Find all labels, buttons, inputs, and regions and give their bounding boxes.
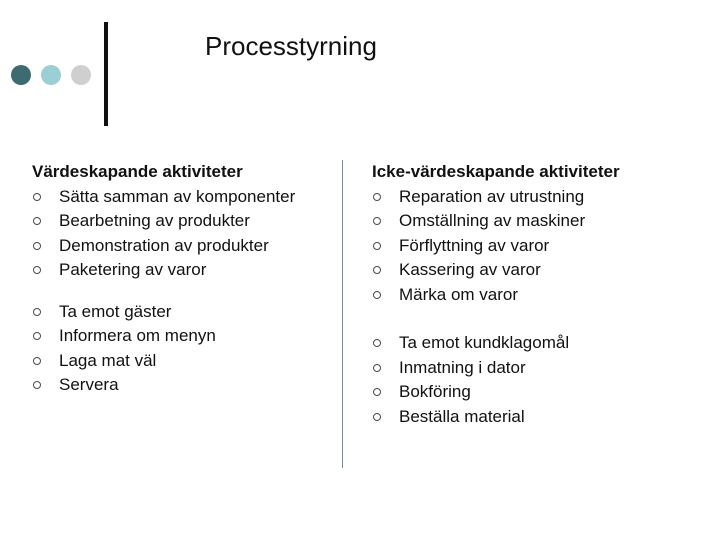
left-list-1 xyxy=(32,185,332,283)
decor-dot-dark xyxy=(11,65,31,85)
right-list-1 xyxy=(372,185,702,308)
bullet-icon xyxy=(373,388,381,396)
bullet-icon xyxy=(33,381,41,389)
list-item: Paketering av varor xyxy=(32,258,332,283)
bullet-icon xyxy=(33,357,41,365)
list-item: Kassering av varor xyxy=(372,258,702,283)
bullet-icon xyxy=(373,339,381,347)
bullet-icon xyxy=(373,291,381,299)
list-item: Servera xyxy=(32,373,332,398)
right-heading: Icke-värdeskapande aktiviteter xyxy=(372,162,620,181)
left-list-2 xyxy=(32,300,332,398)
right-list-2 xyxy=(372,331,702,429)
bullet-icon xyxy=(33,217,41,225)
list-item: Reparation av utrustning xyxy=(372,185,702,210)
list-item: Demonstration av produkter xyxy=(32,234,332,259)
list-item: Bearbetning av produkter xyxy=(32,209,332,234)
bullet-icon xyxy=(373,193,381,201)
decor-dot-gray xyxy=(71,65,91,85)
bullet-icon xyxy=(33,308,41,316)
left-column xyxy=(32,160,332,398)
title-accent-bar xyxy=(104,22,108,126)
list-item: Beställa material xyxy=(372,405,702,430)
bullet-icon xyxy=(373,217,381,225)
list-item: Sätta samman av komponenter xyxy=(32,185,332,210)
right-column xyxy=(372,160,702,429)
left-heading: Värdeskapande aktiviteter xyxy=(32,162,243,181)
list-item: Förflyttning av varor xyxy=(372,234,702,259)
bullet-icon xyxy=(373,266,381,274)
list-item: Inmatning i dator xyxy=(372,356,702,381)
list-item: Bokföring xyxy=(372,380,702,405)
list-item: Ta emot gäster xyxy=(32,300,332,325)
column-divider xyxy=(342,160,343,468)
bullet-icon xyxy=(373,413,381,421)
decor-dot-light xyxy=(41,65,61,85)
list-item: Omställning av maskiner xyxy=(372,209,702,234)
bullet-icon xyxy=(33,332,41,340)
list-item: Laga mat väl xyxy=(32,349,332,374)
bullet-icon xyxy=(373,364,381,372)
bullet-icon xyxy=(33,266,41,274)
bullet-icon xyxy=(33,242,41,250)
bullet-icon xyxy=(373,242,381,250)
bullet-icon xyxy=(33,193,41,201)
list-item: Märka om varor xyxy=(372,283,702,308)
list-item: Ta emot kundklagomål xyxy=(372,331,702,356)
slide-title: Processtyrning xyxy=(205,31,377,61)
list-item: Informera om menyn xyxy=(32,324,332,349)
